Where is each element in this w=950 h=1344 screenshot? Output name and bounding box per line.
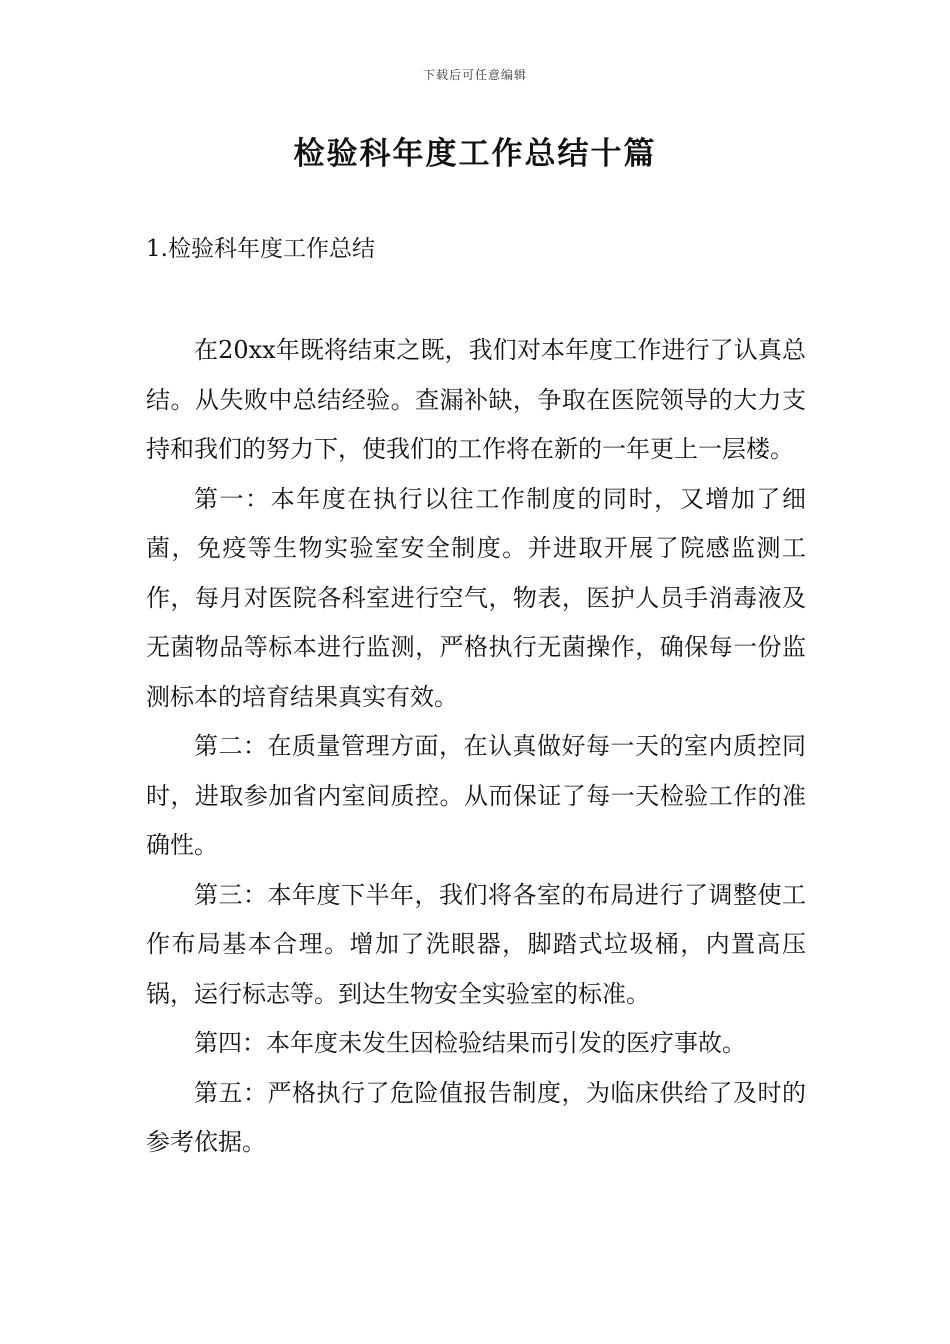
section-heading: 1.检验科年度工作总结 bbox=[146, 236, 375, 262]
paragraph-fourth: 第四：本年度未发生因检验结果而引发的医疗事故。 bbox=[194, 1029, 746, 1057]
paragraph-first: 第一：本年度在执行以往工作制度的同时，又增加了细菌，免疫等生物实验室安全制度。并进取开展了院感监测工作，每月对医院各科室进行空气，物表，医护人员手消毒液及无菌物品等标本进行监测，严格执行无菌操作，确保每一份监测标本的培育结果真实有效。 bbox=[146, 484, 806, 711]
body-text bbox=[146, 326, 806, 1168]
paragraph-intro: 在20xx年既将结束之既，我们对本年度工作进行了认真总结。从失败中总结经验。查漏补缺，争取在医院领导的大力支持和我们的努力下，使我们的工作将在新的一年更上一层楼。 bbox=[146, 336, 806, 463]
paragraph-second: 第二：在质量管理方面，在认真做好每一天的室内质控同时，进取参加省内室间质控。从而保证了每一天检验工作的准确性。 bbox=[146, 732, 806, 859]
paragraph-fifth: 第五：严格执行了危险值报告制度，为临床供给了及时的参考依据。 bbox=[146, 1078, 806, 1156]
paragraph-third: 第三：本年度下半年，我们将各室的布局进行了调整使工作布局基本合理。增加了洗眼器，脚踏式垃圾桶，内置高压锅，运行标志等。到达生物安全实验室的标准。 bbox=[146, 880, 806, 1008]
header-note: 下载后可任意编辑 bbox=[422, 68, 527, 82]
document-title: 检验科年度工作总结十篇 bbox=[293, 136, 657, 172]
